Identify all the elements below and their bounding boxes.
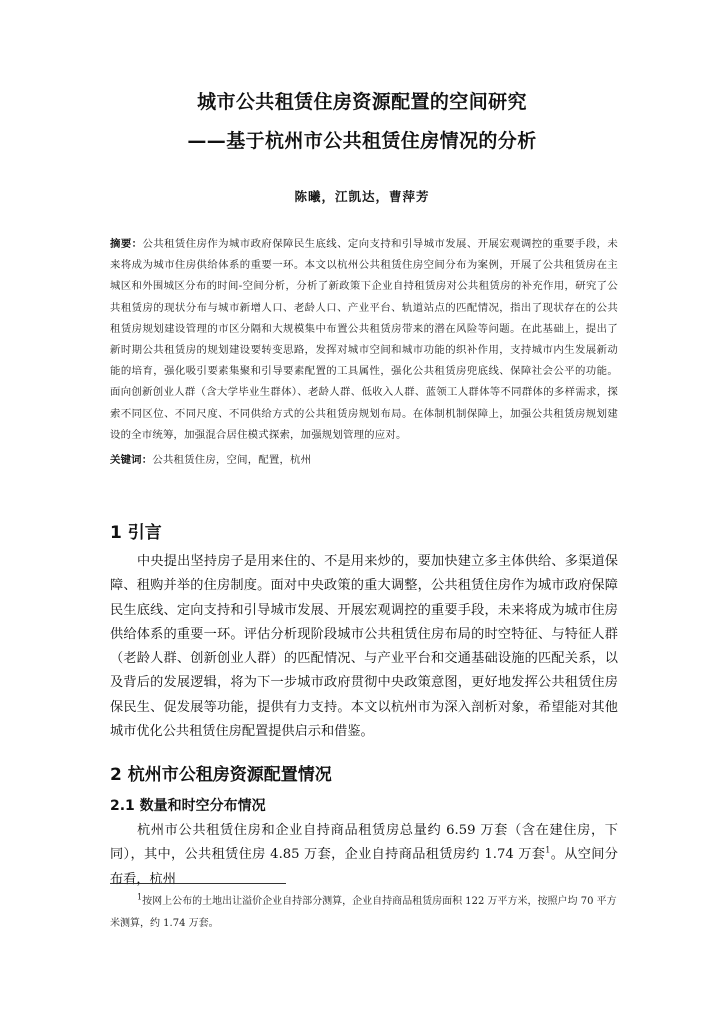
- introduction-paragraph: 中央提出坚持房子是用来住的、不是用来炒的，要加快建立多主体供给、多渠道保障、租购并举的住房制度。面对中央政策的重大调整，公共租赁住房作为城市政府保障民生底线、定向支持和引导城市发展、开展宏观调控的重要手段，未来将成为城市住房供给体系的重要一环。评估分析现阶段城市公共租赁住房布局的时空特征、与特征人群（老龄人群、创新创业人群）的匹配情况、与产业平台和交通基础设施的匹配关系，以及背后的发展逻辑，将为下一步城市政府贯彻中央政策意图，更好地发挥公共租赁住房保民生、促发展等功能，提供有力支持。本文以杭州市为深入剖析对象，希望能对其他城市优化公共租赁住房配置提供启示和借鉴。: [110, 554, 618, 740]
- keywords-text: 公共租赁住房，空间，配置，杭州: [152, 454, 312, 466]
- paper-title: 城市公共租赁住房资源配置的空间研究: [197, 91, 527, 113]
- abstract-text: 公共租赁住房作为城市政府保障民生底线、定向支持和引导城市发展、开展宏观调控的重要手段，未来将成为城市住房供给体系的重要一环。本文以杭州公共租赁住房空间分布为案例，开展了公共租赁房在主城区和外围城区分布的时间-空间分析，分析了新政策下企业自持租赁房对公共租赁房的补充作用，研究了公共租赁房的现状分布与城市新增人口、老龄人口、产业平台、轨道站点的匹配情况，指出了现状存在的公共租赁房规划建设管理的市区分隔和大规模集中布置公共租赁房带来的潜在风险等问题。在此基础上，提出了新时期公共租赁房的规划建设要转变思路，发挥对城市空间和城市功能的织补作用，支持城市内生发展新动能的培育，强化吸引要素集聚和引导要素配置的工具属性，强化公共租赁房兜底线、保障社会公平的功能。面向创新创业人群（含大学毕业生群体）、老龄人群、低收入人群、蓝领工人群体等不同群体的多样需求，探索不同区位、不同尺度、不同供给方式的公共租赁房规划布局。在体制机制保障上，加强公共租赁房规划建设的全市统筹，加强混合居住模式探索，加强规划管理的应对。: [110, 238, 619, 441]
- footnote: [110, 891, 618, 935]
- abstract-label: 摘要：: [110, 238, 143, 250]
- paper-subtitle: ——基于杭州市公共租赁住房情况的分析: [187, 130, 537, 152]
- keywords: [110, 451, 618, 469]
- footnote-ref[interactable]: 1: [545, 845, 551, 855]
- footnote-mark: 1: [137, 892, 143, 902]
- section-heading-hangzhou: 2 杭州市公租房资源配置情况: [110, 765, 332, 785]
- abstract: [110, 234, 618, 446]
- section2-text-b: 。从空间分布看，杭州: [110, 847, 618, 887]
- author-list: 陈曦，江凯达，曹萍芳: [294, 189, 430, 204]
- footnote-divider: [110, 883, 286, 884]
- section2-text-a: 杭州市公共租赁住房和企业自持商品租赁房总量约 6.59 万套（含在建住房，下同），其中，公共租赁住房 4.85 万套，企业自持商品租赁房约 1.74 万套: [110, 823, 618, 863]
- section-heading-introduction: 1 引言: [110, 523, 162, 543]
- footnote-text: 按网上公布的土地出让溢价企业自持部分测算，企业自持商品租赁房面积 122 万平方米，按照户均 70 平方米测算，约 1.74 万套。: [110, 896, 617, 929]
- keywords-label: 关键词：: [110, 454, 153, 466]
- section2-paragraph: [110, 819, 618, 892]
- subsection-heading-quantity: 2.1 数量和时空分布情况: [110, 798, 266, 814]
